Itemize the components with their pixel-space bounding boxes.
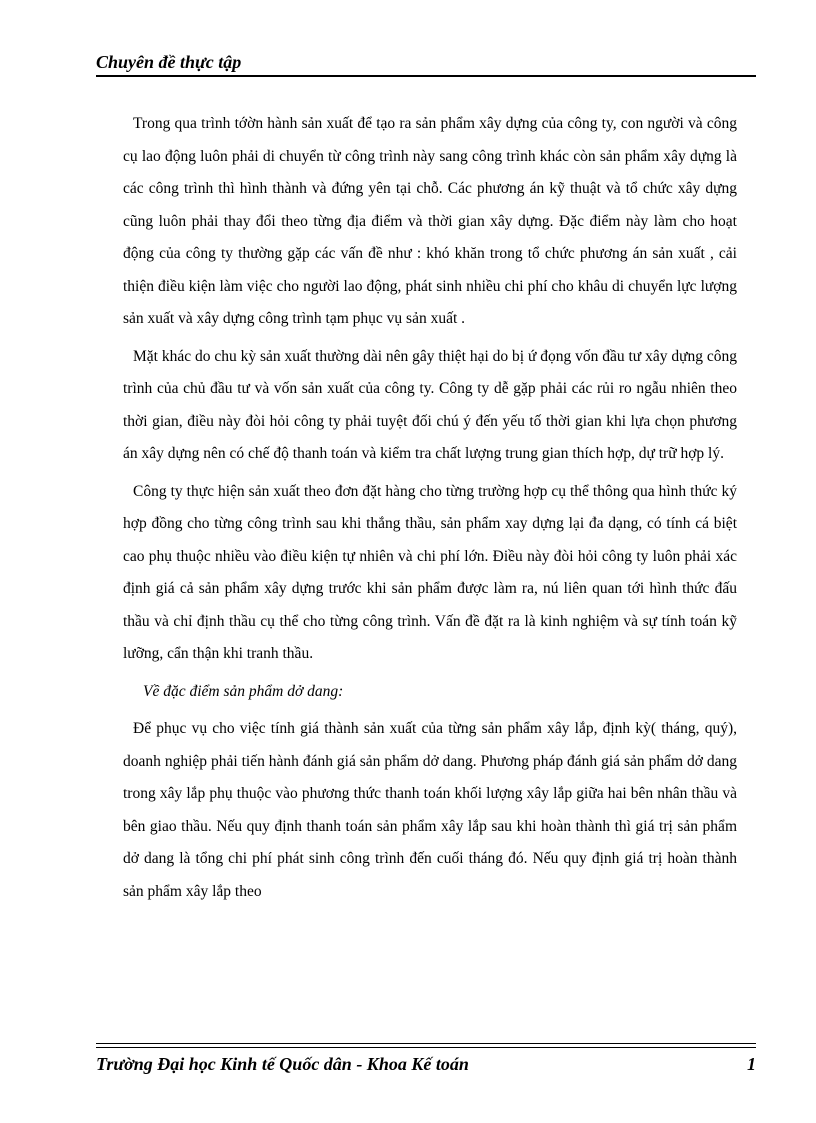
paragraph-2: Mặt khác do chu kỳ sản xuất thường dài nên gây thiệt hại do bị ứ đọng vốn đầu tư xây dựng công trình của chủ đầu tư và vốn sản xuất của công ty. Công ty dễ gặp phải các rủi ro ngẫu nhiên theo thời gian, điều này đòi hỏi công ty phải tuyệt đối chú ý đến yếu tố thời gian khi lựa chọn phương án xây dựng nên có chế độ thanh toán và kiểm tra chất lượng trung gian thích hợp, dự trữ hợp lý.: [123, 347, 737, 462]
section-heading: Về đặc điểm sản phẩm dở dang:: [143, 682, 344, 700]
paragraph-1: Trong qua trình tớờn hành sản xuất để tạo ra sản phẩm xây dựng của công ty, con người và công cụ lao động luôn phải di chuyển từ công trình này sang công trình khác còn sản phẩm xây dựng là các công trình thì hình thành và đứng yên tại chỗ. Các phương án kỹ thuật và tổ chức xây dựng cũng luôn phải thay đổi theo từng địa điểm và thời gian xây dựng. Đặc điểm này làm cho hoạt động của công ty thường gặp các vấn đề như : khó khăn trong tổ chức phương án sản xuất , cải thiện điều kiện làm việc cho người lao động, phát sinh nhiều chi phí cho khâu di chuyển lực lượng sản xuất và xây dựng công trình tạm phục vụ sản xuất .: [123, 115, 737, 327]
page-header: [96, 50, 756, 77]
footer-divider: [96, 1043, 756, 1048]
header-title: Chuyên đề thực tập: [96, 50, 756, 77]
page-footer: [96, 1043, 756, 1076]
footer-institution: Trường Đại học Kinh tế Quốc dân - Khoa Kế toán: [96, 1054, 469, 1074]
paragraph-4: Để phục vụ cho việc tính giá thành sản xuất của từng sản phẩm xây lắp, định kỳ( tháng, quý), doanh nghiệp phải tiến hành đánh giá sản phẩm dở dang. Phương pháp đánh giá sản phẩm dở dang trong xây lắp phụ thuộc vào phương thức thanh toán khối lượng xây lắp giữa hai bên nhân thầu và bên giao thầu. Nếu quy định thanh toán sản phẩm xây lắp sau khi hoàn thành thì giá trị sản phẩm dở dang là tổng chi phí phát sinh công trình đến cuối tháng đó. Nếu quy định giá trị hoàn thành sản phẩm xây lắp theo: [123, 720, 737, 900]
page-number: 1: [747, 1054, 756, 1074]
document-body: [123, 108, 737, 913]
footer-row: [96, 1052, 756, 1076]
paragraph-3: Công ty thực hiện sản xuất theo đơn đặt hàng cho từng trường hợp cụ thể thông qua hình thức ký hợp đồng cho từng công trình sau khi thắng thầu, sản phẩm xay dựng lại đa dạng, có tính cá biệt cao phụ thuộc nhiều vào điều kiện tự nhiên và chi phí lớn. Điều này đòi hỏi công ty luôn phải xác định giá cả sản phẩm xây dựng trước khi sản phẩm được làm ra, nú liên quan tới hình thức đấu thầu và chỉ định thầu cụ thể cho từng công trình. Vấn đề đặt ra là kinh nghiệm và sự tính toán kỹ lưỡng, cẩn thận khi tranh thầu.: [123, 482, 737, 662]
